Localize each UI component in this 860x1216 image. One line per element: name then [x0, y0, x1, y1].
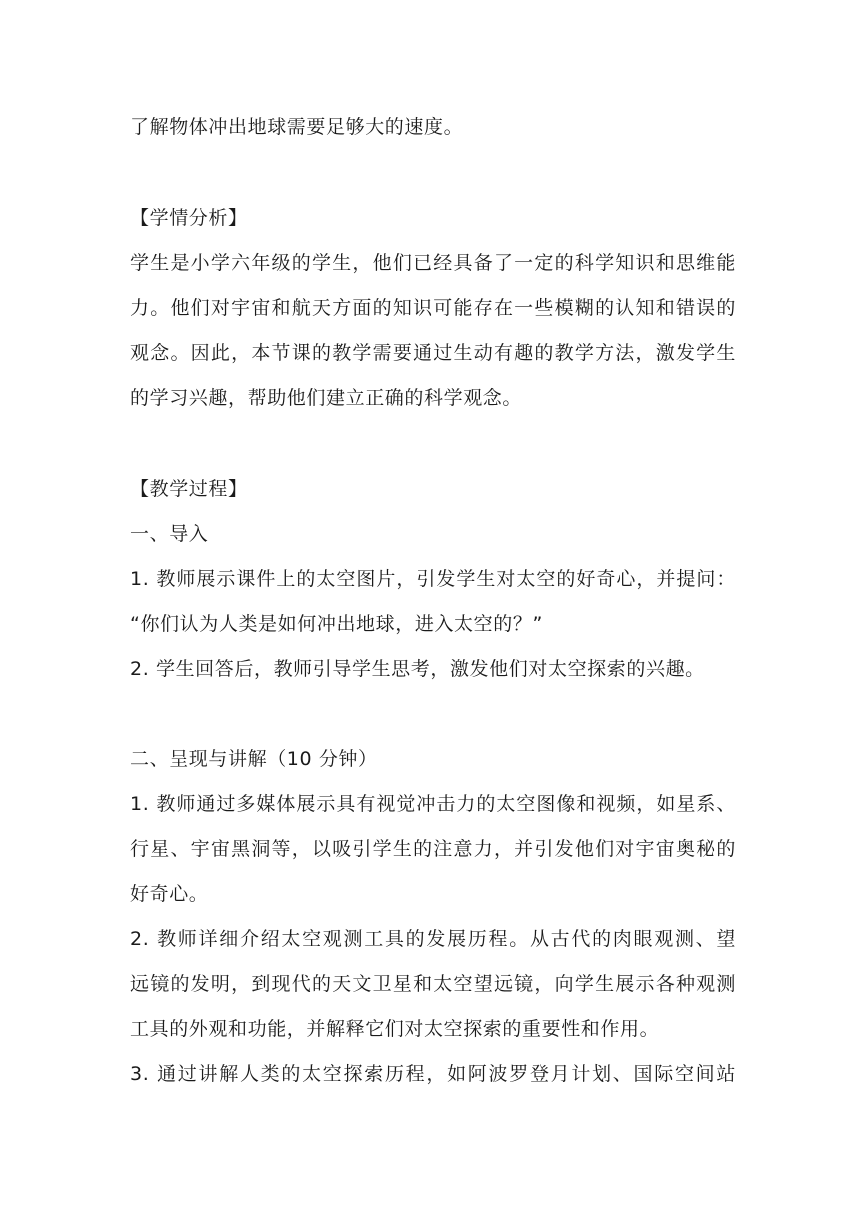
section-title-intro: 一、导入	[130, 523, 209, 545]
section-presentation-line: 远镜的发明，到现代的天文卫星和太空望远镜，向学生展示各种观测	[130, 973, 736, 995]
learner-analysis-line: 力。他们对宇宙和航天方面的知识可能存在一些模糊的认知和错误的	[130, 297, 736, 319]
learner-analysis-line: 学生是小学六年级的学生，他们已经具备了一定的科学知识和思维能	[130, 252, 736, 274]
section-intro-line: 2. 学生回答后，教师引导学生思考，激发他们对太空探索的兴趣。	[130, 658, 705, 680]
section-presentation-line: 行星、宇宙黑洞等，以吸引学生的注意力，并引发他们对宇宙奥秘的	[130, 838, 736, 860]
section-intro-line: 1. 教师展示课件上的太空图片，引发学生对太空的好奇心，并提问：	[130, 568, 736, 590]
teaching-process-heading: 【教学过程】	[130, 478, 248, 500]
section-presentation-line: 1. 教师通过多媒体展示具有视觉冲击力的太空图像和视频，如星系、	[130, 793, 736, 815]
learner-analysis-heading: 【学情分析】	[130, 207, 248, 229]
learner-analysis-line: 观念。因此，本节课的教学需要通过生动有趣的教学方法，激发学生	[130, 342, 736, 364]
section-presentation-line: 2. 教师详细介绍太空观测工具的发展历程。从古代的肉眼观测、望	[130, 928, 736, 950]
section-presentation-line: 工具的外观和功能，并解释它们对太空探索的重要性和作用。	[130, 1018, 660, 1040]
section-title-presentation: 二、呈现与讲解（10 分钟）	[130, 748, 378, 770]
section-presentation-line: 3. 通过讲解人类的太空探索历程，如阿波罗登月计划、国际空间站	[130, 1063, 736, 1085]
learner-analysis-line: 的学习兴趣，帮助他们建立正确的科学观念。	[130, 387, 523, 409]
section-presentation-line: 好奇心。	[130, 883, 209, 905]
section-intro-line: “你们认为人类是如何冲出地球，进入太空的？”	[130, 613, 543, 635]
intro-tail-text: 了解物体冲出地球需要足够大的速度。	[130, 116, 464, 138]
